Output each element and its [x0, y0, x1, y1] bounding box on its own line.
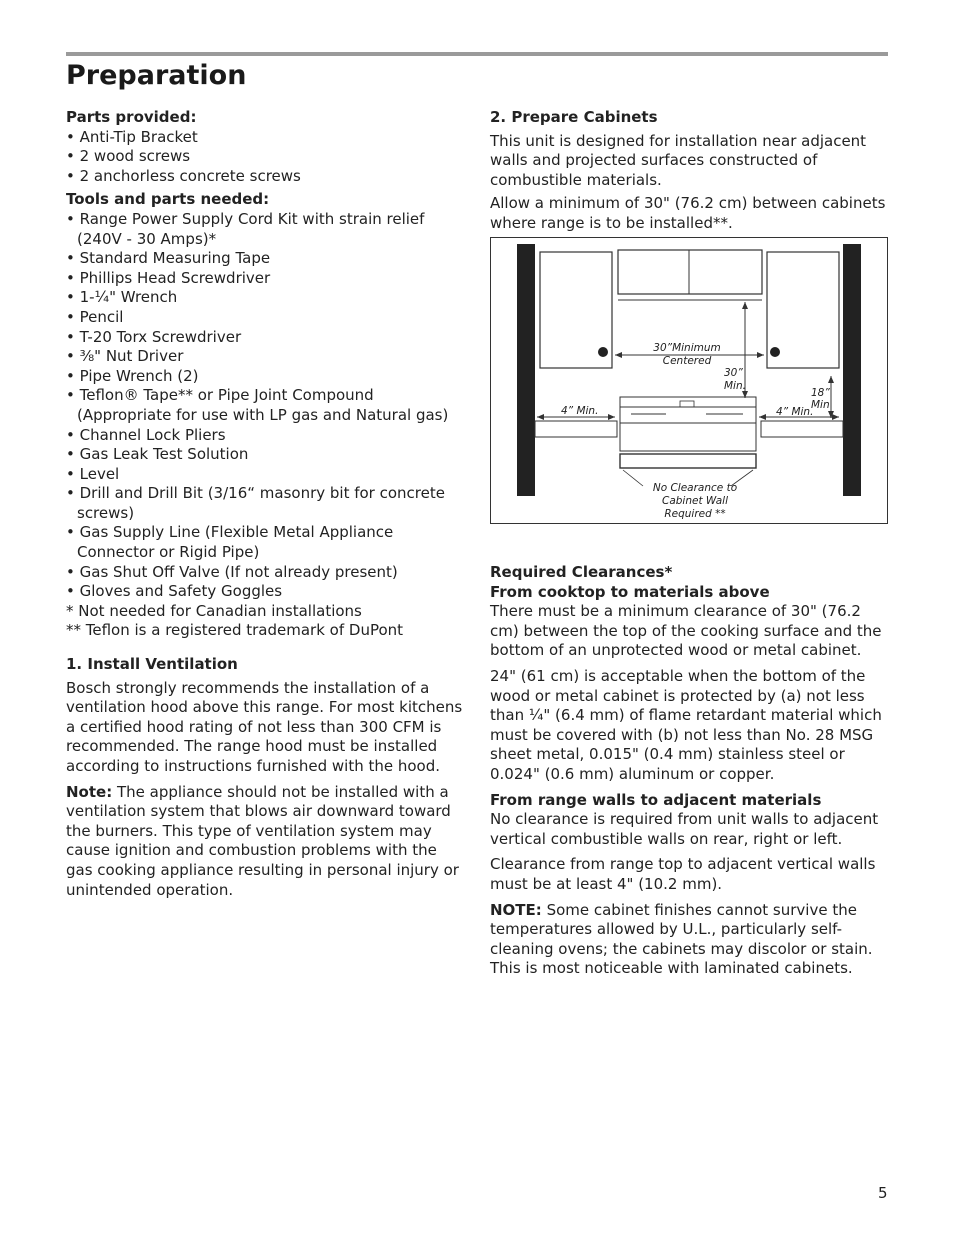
left-cabinet-knob — [598, 347, 608, 357]
clearances-heading: Required Clearances* — [490, 563, 673, 581]
label-cabinet-wall: Cabinet Wall — [662, 495, 728, 507]
clearances-paragraph-2: 24" (61 cm) is acceptable when the bottom of the wood or metal cabinet is protected by (a) not less than ¼" (6.4 mm) of flame retardant material which must be covered with (b) not less than No. 28 MSG sheet metal, 0.015" (0.4 mm) stainless steel or 0.024" (0.6 mm) aluminum or copper. — [490, 666, 882, 783]
ventilation-paragraph: Bosch strongly recommends the installation of a ventilation hood above this range. For most kitchens a certified hood rating of not less than 300 CFM is recommended. The range hood must be installed according to instructions furnished with the hood. — [66, 678, 463, 775]
label-no-clearance: No Clearance to — [652, 482, 738, 494]
list-item: • Pencil — [66, 308, 466, 328]
footnote-teflon: ** Teflon is a registered trademark of DuPont — [66, 621, 404, 640]
list-item: • T-20 Torx Screwdriver — [66, 328, 466, 348]
list-item: • Phillips Head Screwdriver — [66, 269, 466, 289]
list-item: • Level — [66, 465, 466, 485]
ventilation-heading: 1. Install Ventilation — [66, 655, 238, 674]
range-drawer — [620, 454, 756, 468]
list-item: • ⅜" Nut Driver — [66, 347, 466, 367]
cabinets-paragraph-2: Allow a minimum of 30" (76.2 cm) between cabinets where range is to be installed**. — [490, 194, 886, 232]
right-countertop — [761, 421, 843, 437]
label-4-min-right: 4” Min. — [776, 406, 814, 418]
clearances-paragraph-4: Clearance from range top to adjacent vertical walls must be at least 4" (10.2 mm). — [490, 855, 876, 893]
tools-heading: Tools and parts needed: — [66, 190, 270, 209]
list-item: • Gas Leak Test Solution — [66, 445, 466, 465]
ventilation-note — [66, 783, 466, 901]
clearances-paragraph-3: No clearance is required from unit walls to adjacent vertical combustible walls on rear, right or left. — [490, 810, 879, 848]
parts-provided-heading: Parts provided: — [66, 108, 197, 126]
list-item: • Gloves and Safety Goggles — [66, 582, 466, 602]
right-column — [490, 108, 890, 234]
clearances-paragraph-1: There must be a minimum clearance of 30" (76.2 cm) between the top of the cooking surface and the bottom of an unprotected wood or metal cabinet. — [490, 602, 882, 660]
clearance-diagram — [490, 237, 888, 524]
arrow-head — [759, 414, 766, 420]
parts-list — [66, 128, 466, 187]
list-item: • Drill and Drill Bit (3/16“ masonry bit for concrete screws) — [66, 484, 466, 523]
label-18: 18” — [811, 387, 830, 399]
list-item: • Channel Lock Pliers — [66, 426, 466, 446]
tools-list — [66, 210, 466, 602]
arrow-head — [537, 414, 544, 420]
list-item: • Standard Measuring Tape — [66, 249, 466, 269]
page-number: 5 — [878, 1184, 888, 1202]
note-label: NOTE: — [490, 900, 542, 919]
clearances-section — [490, 563, 890, 979]
right-cabinet-knob — [770, 347, 780, 357]
range-display — [680, 401, 694, 407]
list-item: • Anti-Tip Bracket — [66, 128, 466, 148]
label-30-min: Min. — [724, 380, 746, 392]
arrow-head — [608, 414, 615, 420]
left-wall — [517, 244, 535, 496]
list-item: • Gas Supply Line (Flexible Metal Appliance Connector or Rigid Pipe) — [66, 523, 466, 562]
arrow-head — [757, 352, 764, 358]
label-centered: Centered — [662, 355, 712, 367]
arrow-head — [832, 414, 839, 420]
note-text: Some cabinet finishes cannot survive the temperatures allowed by U.L., particularly self-cleaning ovens; the cabinets may discolor or stain. This is most noticeable with laminated cabinets. — [490, 900, 873, 978]
list-item: • Range Power Supply Cord Kit with strain relief (240V - 30 Amps)* — [66, 210, 466, 249]
note-text: The appliance should not be installed with a ventilation system that blows air downward toward the burners. This type of ventilation system may cause ignition and combustion problems with the gas cooking appliance resulting in personal injury or unintended operation. — [66, 782, 459, 899]
clearance-diagram-svg — [491, 238, 887, 523]
list-item: • Teflon® Tape** or Pipe Joint Compound (Appropriate for use with LP gas and Natural gas) — [66, 386, 466, 425]
header-rule — [66, 52, 888, 56]
walls-subheading: From range walls to adjacent materials — [490, 790, 822, 809]
left-column — [66, 108, 466, 900]
arrow-head — [615, 352, 622, 358]
cooktop-subheading: From cooktop to materials above — [490, 582, 770, 601]
label-18-min: Min — [811, 399, 830, 411]
page-title: Preparation — [66, 60, 247, 91]
range-cooktop — [620, 407, 756, 423]
label-30-minimum: 30”Minimum — [653, 342, 721, 354]
label-30: 30” — [724, 367, 743, 379]
center-upper-cabinet — [618, 250, 762, 294]
list-item: • 2 wood screws — [66, 147, 466, 167]
list-item: • Pipe Wrench (2) — [66, 367, 466, 387]
label-4-min-left: 4” Min. — [561, 405, 599, 417]
pointer-line — [623, 470, 643, 486]
arrow-head — [742, 302, 748, 309]
list-item: • Gas Shut Off Valve (If not already present) — [66, 563, 466, 583]
cabinets-heading: 2. Prepare Cabinets — [490, 108, 658, 126]
note-label: Note: — [66, 782, 113, 801]
clearances-note — [490, 901, 890, 979]
footnote-canadian: * Not needed for Canadian installations — [66, 601, 362, 620]
range-oven — [620, 423, 756, 451]
label-required: Required ** — [664, 508, 726, 520]
list-item: • 1-¼" Wrench — [66, 288, 466, 308]
arrow-head — [828, 376, 834, 383]
left-countertop — [535, 421, 617, 437]
list-item: • 2 anchorless concrete screws — [66, 167, 466, 187]
right-wall — [843, 244, 861, 496]
cabinets-paragraph-1: This unit is designed for installation near adjacent walls and projected surfaces constructed of combustible materials. — [490, 131, 867, 189]
range-backguard — [620, 397, 756, 407]
